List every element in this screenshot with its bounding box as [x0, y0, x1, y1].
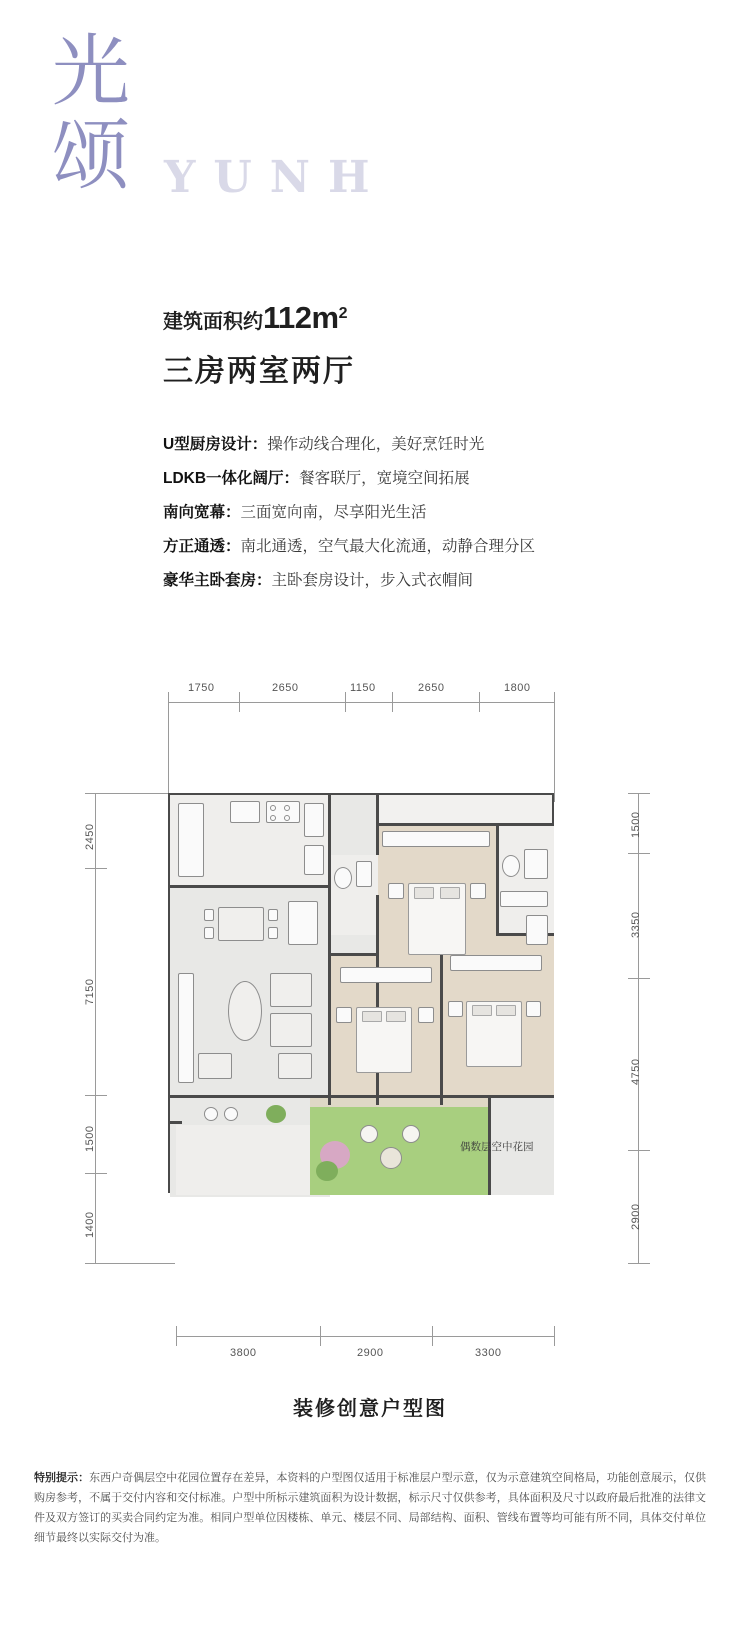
nightstand: [418, 1007, 434, 1023]
dim-tick: [554, 1326, 555, 1346]
pillow: [496, 1005, 516, 1016]
dim-left-3: 1500: [84, 1125, 96, 1152]
dim-tick: [345, 692, 346, 712]
dim-top-5: 1800: [504, 682, 531, 694]
brand-name-cn-line2: 颂: [52, 111, 133, 201]
wall: [376, 823, 554, 826]
planter: [204, 1107, 218, 1121]
room-balcony: [176, 1125, 326, 1195]
dim-tick: [432, 1326, 433, 1346]
area-prefix: 建筑面积约: [163, 311, 263, 333]
dim-left-4: 1400: [84, 1211, 96, 1238]
dim-line-right: [638, 793, 639, 1263]
dim-tick: [85, 1173, 107, 1174]
nightstand: [388, 883, 404, 899]
nightstand: [448, 1001, 463, 1017]
wall: [496, 823, 499, 935]
dim-tick: [85, 1095, 107, 1096]
stove-burner-icon: [284, 805, 290, 811]
dim-right-3: 4750: [630, 1058, 642, 1085]
wall: [170, 885, 330, 888]
dining-chair: [268, 909, 278, 921]
wardrobe: [450, 955, 542, 971]
dim-left-2: 7150: [84, 978, 96, 1005]
shower: [356, 861, 372, 887]
dim-line-top: [168, 702, 554, 703]
garden-chair: [402, 1125, 420, 1143]
feature-text: 操作动线合理化，美好烹饪时光: [267, 436, 485, 453]
sofa: [270, 1013, 312, 1047]
feature-text: 三面宽向南，尽享阳光生活: [240, 504, 427, 521]
closet: [526, 915, 548, 945]
dim-tick: [628, 853, 650, 854]
dim-tick: [85, 793, 175, 794]
stove-burner-icon: [270, 805, 276, 811]
dim-tick: [176, 1326, 177, 1346]
feature-item: [163, 530, 703, 564]
dim-tick: [168, 692, 169, 802]
feature-list: [163, 428, 703, 598]
area-value: 112m: [263, 300, 339, 335]
wall: [440, 935, 443, 1105]
dim-tick: [85, 868, 107, 869]
stove-burner-icon: [284, 815, 290, 821]
sofa: [270, 973, 312, 1007]
dim-tick: [628, 1150, 650, 1151]
dim-tick: [628, 793, 650, 794]
dim-right-1: 1500: [630, 811, 642, 838]
dim-line-left: [95, 793, 96, 1263]
armchair: [198, 1053, 232, 1079]
pillow: [362, 1011, 382, 1022]
area-line: [163, 300, 683, 336]
wall: [328, 953, 376, 956]
feature-item: [163, 462, 703, 496]
shrub: [266, 1105, 286, 1123]
disclaimer: [34, 1468, 706, 1548]
dim-bottom-3: 3300: [475, 1347, 502, 1359]
dim-top-2: 2650: [272, 682, 299, 694]
dim-line-bottom: [176, 1336, 554, 1337]
feature-key: 豪华主卧套房：: [163, 572, 272, 589]
room-type: 三房两室两厅: [163, 355, 355, 388]
disclaimer-text: 东西户奇偶层空中花园位置存在差异，本资料的户型图仅适用于标准层户型示意，仅为示意建筑空间格局，功能创意展示，仅供购房参考，不属于交付内容和交付标准。户型中所标示建筑面积为设计数据，标示尺寸仅供参考，具体面积及尺寸以政府最后批准的法律文件及双方签订的买卖合同约定为准。相同户型单位因楼栋、单元、楼层不同、局部结构、面积、管线布置等均可能有所不同，具体交付单位细节最终以实际交付为准。: [34, 1472, 707, 1544]
dining-chair: [204, 909, 214, 921]
feature-item: [163, 564, 703, 598]
nightstand: [470, 883, 486, 899]
floor-plan: [0, 660, 740, 1359]
dining-chair: [204, 927, 214, 939]
area-unit: 2: [338, 305, 348, 322]
feature-item: [163, 428, 703, 462]
dim-bottom-2: 2900: [357, 1347, 384, 1359]
kitchen-counter: [304, 845, 324, 875]
disclaimer-lead: 特别提示：: [34, 1472, 90, 1484]
wall: [170, 1095, 554, 1098]
dining-chair: [268, 927, 278, 939]
armchair: [278, 1053, 312, 1079]
dim-tick: [479, 692, 480, 712]
dim-bottom-1: 3800: [230, 1347, 257, 1359]
kitchen-sink: [230, 801, 260, 823]
sideboard: [288, 901, 318, 945]
refrigerator: [304, 803, 324, 837]
dim-top-4: 2650: [418, 682, 445, 694]
feature-key: 南向宽幕：: [163, 504, 241, 521]
nightstand: [526, 1001, 541, 1017]
dim-tick: [85, 1263, 175, 1264]
feature-key: U型厨房设计：: [163, 436, 268, 453]
plan-caption: 装修创意户型图: [293, 1398, 447, 1420]
dim-tick: [320, 1326, 321, 1346]
pillow: [414, 887, 434, 899]
dining-table: [218, 907, 264, 941]
bathtub: [524, 849, 548, 879]
planter: [224, 1107, 238, 1121]
shrub: [316, 1161, 338, 1181]
toilet: [502, 855, 520, 877]
brand-block: [52, 27, 692, 203]
tv-cabinet: [178, 973, 194, 1083]
wall: [328, 795, 331, 1105]
dim-left-1: 2450: [84, 823, 96, 850]
dim-tick: [554, 692, 555, 802]
wardrobe: [382, 831, 490, 847]
dim-tick: [239, 692, 240, 712]
brand-name-cn-line1: 光: [52, 27, 133, 117]
feature-key: LDKB一体化阔厅：: [163, 470, 300, 487]
nightstand: [336, 1007, 352, 1023]
kitchen-cabinet: [178, 803, 204, 877]
feature-text: 南北通透，空气最大化流通，动静合理分区: [240, 538, 536, 555]
vanity: [500, 891, 548, 907]
feature-text: 主卧套房设计，步入式衣帽间: [271, 572, 474, 589]
sky-garden-label: 偶数层空中花园: [460, 1141, 534, 1153]
dim-tick: [628, 1263, 650, 1264]
dim-tick: [628, 978, 650, 979]
brand-name-en: YUNH: [164, 152, 388, 203]
plan-body: [168, 793, 554, 1193]
dim-top-3: 1150: [350, 682, 376, 694]
desk: [340, 967, 432, 983]
pillow: [472, 1005, 492, 1016]
feature-text: 餐客联厅，宽境空间拓展: [299, 470, 470, 487]
garden-chair: [360, 1125, 378, 1143]
dim-right-4: 2900: [630, 1203, 642, 1230]
coffee-table: [228, 981, 262, 1041]
dim-right-2: 3350: [630, 911, 642, 938]
headline-block: [163, 300, 683, 390]
wall: [170, 1121, 182, 1124]
pillow: [386, 1011, 406, 1022]
feature-item: [163, 496, 703, 530]
stove-burner-icon: [270, 815, 276, 821]
dim-tick: [392, 692, 393, 712]
dim-top-1: 1750: [188, 682, 215, 694]
pillow: [440, 887, 460, 899]
garden-table: [380, 1147, 402, 1169]
feature-key: 方正通透：: [163, 538, 241, 555]
toilet: [334, 867, 352, 889]
wall: [376, 895, 379, 1105]
